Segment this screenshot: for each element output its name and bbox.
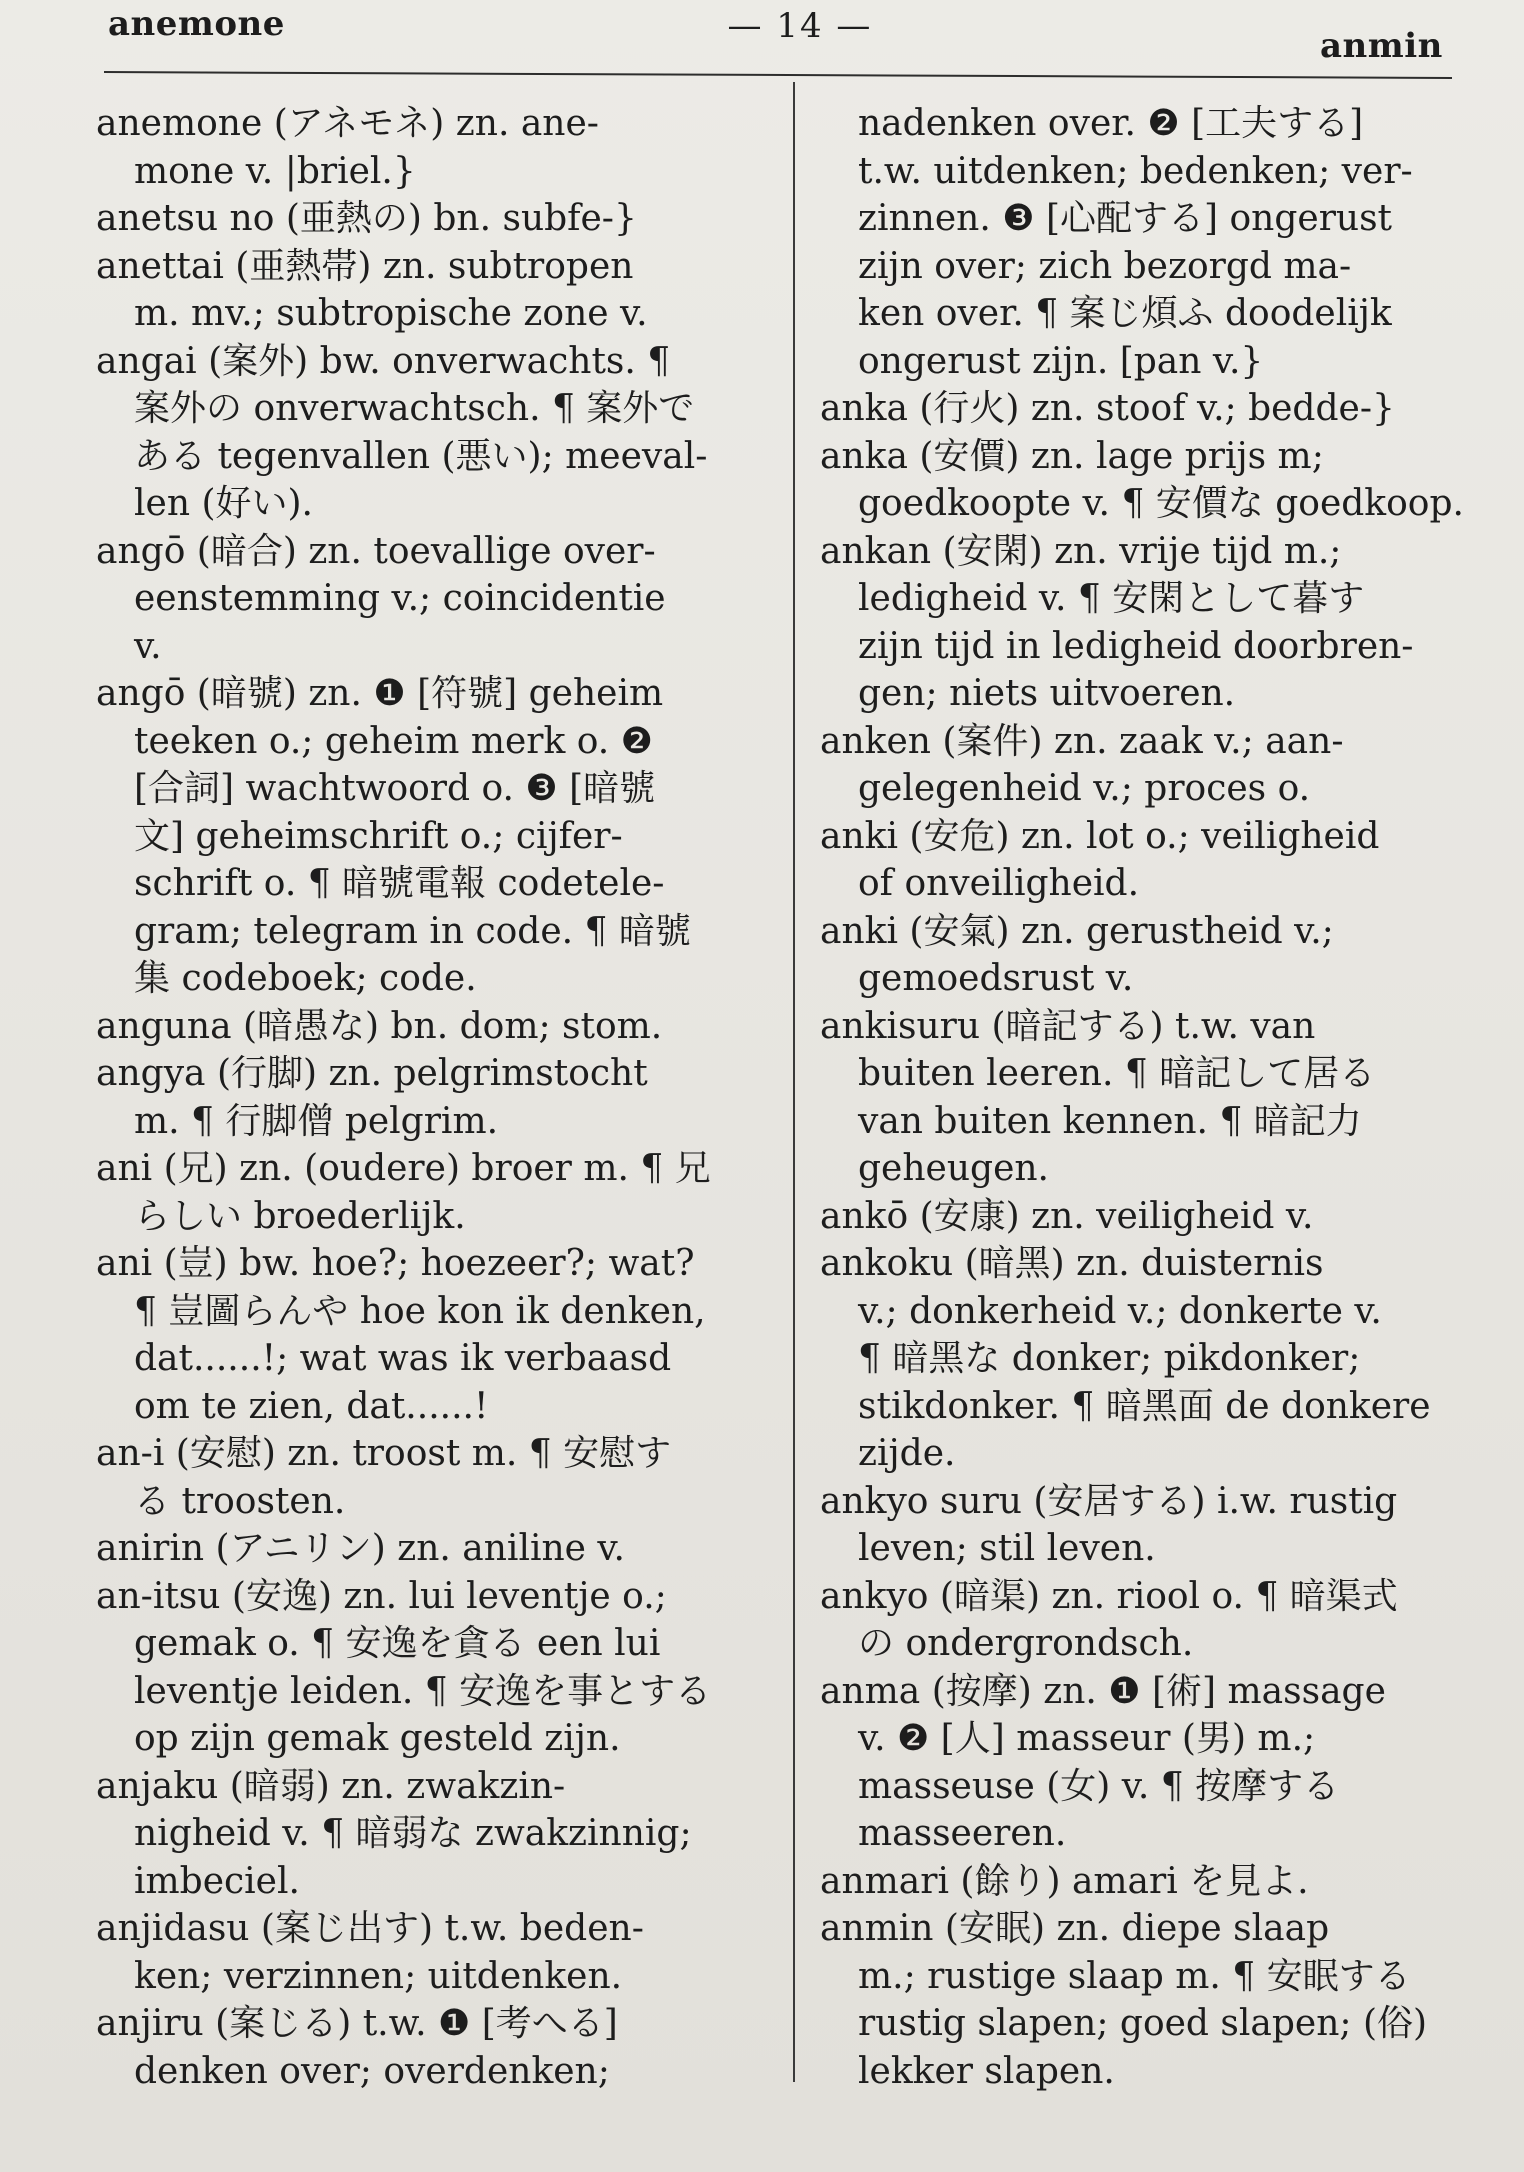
entry-line [96,575,760,623]
entry-line [96,1668,760,1716]
entry-text: goedkoopte v. ¶ 安價な goedkoop. [858,483,1464,524]
entry-text: 文] geheimschrift o.; cijfer- [134,815,623,857]
entry-line [96,1240,760,1288]
entry-line [820,2000,1472,2048]
entry-line [96,1050,760,1098]
entry-line [820,860,1472,908]
entry-text: stikdonker. ¶ 暗黑面 de donkere [858,1385,1431,1427]
entry-line [820,1810,1472,1858]
entry-text: anemone (アネモネ) zn. ane- [96,103,599,144]
entry-text: ankyo suru (安居する) i.w. rustig [820,1480,1398,1522]
entry-line [820,1240,1472,1288]
entry-text: imbeciel. [134,1860,300,1902]
entry-line [820,243,1472,291]
entry-text: zinnen. ❸ [心配する] ongerust [858,198,1393,239]
entry-line [96,100,760,148]
entry-line [820,1668,1472,1716]
entry-line [96,955,760,1003]
entry-text: buiten leeren. ¶ 暗記して居る [858,1053,1376,1094]
entry-text: anmari (餘り) amari を見よ. [820,1860,1309,1902]
entry-line [820,1953,1472,2001]
entry-line [96,1288,760,1336]
entry-line [820,1145,1472,1193]
entry-text: om te zien, dat......! [134,1385,489,1427]
entry-text: anettai (亜熱帯) zn. subtropen [96,245,634,287]
entry-line [820,955,1472,1003]
entry-text: gemak o. ¶ 安逸を貪る een lui [134,1623,661,1664]
entry-text: eenstemming v.; coincidentie [134,578,666,619]
entry-text: teeken o.; geheim merk o. ❷ [134,720,653,762]
entry-text: ankō (安康) zn. veiligheid v. [820,1195,1314,1237]
column-divider [793,82,795,2082]
entry-text: ankan (安閑) zn. vrije tijd m.; [820,530,1342,572]
entry-line [820,1478,1472,1526]
entry-text: anki (安危) zn. lot o.; veiligheid [820,815,1380,857]
entry-line [820,100,1472,148]
entry-text: v.; donkerheid v.; donkerte v. [858,1290,1382,1332]
entry-text: an-i (安慰) zn. troost m. ¶ 安慰す [96,1433,672,1474]
entry-line [96,243,760,291]
entry-text: schrift o. ¶ 暗號電報 codetele- [134,863,665,904]
entry-text: zijde. [858,1433,956,1474]
entry-line [820,385,1472,433]
entry-text: ¶ 暗黑な donker; pikdonker; [858,1338,1361,1379]
entry-line [96,1953,760,2001]
entry-line [96,1715,760,1763]
entry-text: ある tegenvallen (悪い); meeval- [134,435,708,477]
guide-word-right: anmin [1320,26,1443,66]
entry-text: m. ¶ 行脚僧 pelgrim. [134,1100,499,1142]
entry-line [820,813,1472,861]
entry-line [96,670,760,718]
entry-line [96,860,760,908]
entry-text: lekker slapen. [858,2050,1115,2092]
entry-text: angō (暗合) zn. toevallige over- [96,530,656,572]
entry-line [96,1525,760,1573]
entry-text: [合詞] wachtwoord o. ❸ [暗號 [134,768,656,809]
entry-text: v. ❷ [人] masseur (男) m.; [858,1718,1316,1759]
entry-text: ankoku (暗黑) zn. duisternis [820,1243,1324,1284]
entry-text: anjiru (案じる) t.w. ❶ [考へる] [96,2003,618,2044]
entry-line [96,385,760,433]
entry-line [820,1050,1472,1098]
entry-text: ankisuru (暗記する) t.w. van [820,1005,1316,1047]
entry-text: an-itsu (安逸) zn. lui leventje o.; [96,1575,667,1617]
entry-text: nadenken over. ❷ [工夫する] [858,103,1364,144]
entry-text: nigheid v. ¶ 暗弱な zwakzinnig; [134,1813,692,1854]
entry-line [820,623,1472,671]
entry-line [820,480,1472,528]
entry-text: ¶ 豈圖らんや hoe kon ik denken, [134,1290,706,1332]
entry-line [820,670,1472,718]
entry-text: anka (行火) zn. stoof v.; bedde-} [820,388,1395,429]
entry-line [820,2048,1472,2096]
right-column [820,100,1472,2095]
entry-line [820,718,1472,766]
entry-line [96,1383,760,1431]
entry-line [96,1478,760,1526]
entry-text: gram; telegram in code. ¶ 暗號 [134,910,691,952]
entry-text: らしい broederlijk. [134,1195,466,1237]
entry-line [820,1193,1472,1241]
entry-text: anjidasu (案じ出す) t.w. beden- [96,1908,644,1949]
entry-text: gen; niets uitvoeren. [858,673,1236,714]
entry-text: gelegenheid v.; proces o. [858,768,1311,809]
entry-text: leventje leiden. ¶ 安逸を事とする [134,1670,712,1712]
entry-line [820,195,1472,243]
entry-line [96,1620,760,1668]
entry-line [96,1098,760,1146]
left-column [96,100,760,2095]
entry-line [820,1858,1472,1906]
entry-text: t.w. uitdenken; bedenken; ver- [858,150,1413,192]
entry-text: denken over; overdenken; [134,2050,610,2092]
entry-line [96,718,760,766]
entry-text: anguna (暗愚な) bn. dom; stom. [96,1005,663,1047]
entry-text: る troosten. [134,1480,346,1522]
entry-text: angō (暗號) zn. ❶ [符號] geheim [96,673,664,714]
entry-text: masseeren. [858,1813,1067,1854]
entry-text: zijn tijd in ledigheid doorbren- [858,625,1414,667]
entry-line [96,908,760,956]
entry-text: zijn over; zich bezorgd ma- [858,245,1352,287]
entry-line [96,623,760,671]
guide-word-left: anemone [108,4,285,44]
entry-text: ani (豈) bw. hoe?; hoezeer?; wat? [96,1243,695,1284]
entry-line [820,908,1472,956]
entry-text: dat......!; wat was ik verbaasd [134,1338,672,1379]
entry-text: gemoedsrust v. [858,958,1134,999]
page-number: — 14 — [727,6,873,46]
entry-line [96,2048,760,2096]
entry-text: op zijn gemak gesteld zijn. [134,1718,621,1759]
entry-line [96,1430,760,1478]
entry-line [96,1145,760,1193]
entry-line [96,528,760,576]
entry-line [820,1573,1472,1621]
entry-line [820,765,1472,813]
entry-line [820,528,1472,576]
entry-text: m. mv.; subtropische zone v. [134,293,648,334]
entry-line [96,1193,760,1241]
entry-line [96,813,760,861]
entry-line [820,1003,1472,1051]
entry-text: 案外の onverwachtsch. ¶ 案外で [134,388,695,429]
entry-line [820,1098,1472,1146]
entry-line [96,338,760,386]
entry-text: of onveiligheid. [858,863,1140,904]
entry-line [96,195,760,243]
entry-line [96,1763,760,1811]
entry-text: anma (按摩) zn. ❶ [術] massage [820,1670,1386,1712]
entry-text: v. [134,625,162,667]
entry-line [96,1003,760,1051]
entry-text: masseuse (女) v. ¶ 按摩する [858,1765,1340,1807]
entry-text: angya (行脚) zn. pelgrimstocht [96,1053,648,1094]
header-rule [104,71,1452,79]
entry-line [96,1335,760,1383]
entry-text: rustig slapen; goed slapen; (俗) [858,2003,1428,2044]
entry-line [820,575,1472,623]
entry-line [96,433,760,481]
entry-text: anirin (アニリン) zn. aniline v. [96,1528,625,1569]
entry-line [96,290,760,338]
entry-text: geheugen. [858,1148,1050,1189]
entry-line [820,433,1472,481]
entry-text: m.; rustige slaap m. ¶ 安眠する [858,1955,1411,1997]
entry-text: anetsu no (亜熱の) bn. subfe-} [96,198,637,239]
entry-text: mone v. |briel.} [134,150,416,192]
entry-line [820,290,1472,338]
entry-line [96,148,760,196]
entry-text: 集 codeboek; code. [134,958,477,999]
entry-line [820,338,1472,386]
entry-line [820,1715,1472,1763]
entry-line [96,2000,760,2048]
entry-line [820,1620,1472,1668]
entry-text: van buiten kennen. ¶ 暗記力 [858,1100,1362,1142]
entry-line [820,1525,1472,1573]
entry-text: ken over. ¶ 案じ煩ふ doodelijk [858,293,1392,334]
entry-line [820,1335,1472,1383]
entry-line [820,148,1472,196]
entry-line [96,1573,760,1621]
entry-line [96,480,760,528]
entry-line [96,765,760,813]
entry-text: anjaku (暗弱) zn. zwakzin- [96,1765,566,1807]
entry-line [820,1288,1472,1336]
entry-text: anken (案件) zn. zaak v.; aan- [820,720,1344,762]
entry-text: ongerust zijn. [pan v.} [858,340,1264,382]
entry-line [820,1763,1472,1811]
entry-text: ledigheid v. ¶ 安閑として暮す [858,578,1365,619]
entry-line [96,1810,760,1858]
entry-text: ani (兄) zn. (oudere) broer m. ¶ 兄 [96,1148,711,1189]
entry-line [820,1383,1472,1431]
entry-line [96,1858,760,1906]
entry-text: の ondergrondsch. [858,1623,1194,1664]
entry-line [96,1905,760,1953]
entry-text: angai (案外) bw. onverwachts. ¶ [96,340,671,382]
entry-text: len (好い). [134,483,313,524]
entry-text: ken; verzinnen; uitdenken. [134,1955,623,1997]
entry-line [820,1430,1472,1478]
entry-text: anki (安氣) zn. gerustheid v.; [820,910,1334,952]
entry-text: anmin (安眠) zn. diepe slaap [820,1908,1330,1949]
entry-line [820,1905,1472,1953]
entry-text: ankyo (暗渠) zn. riool o. ¶ 暗渠式 [820,1575,1398,1617]
entry-text: leven; stil leven. [858,1528,1156,1569]
entry-text: anka (安價) zn. lage prijs m; [820,435,1324,477]
